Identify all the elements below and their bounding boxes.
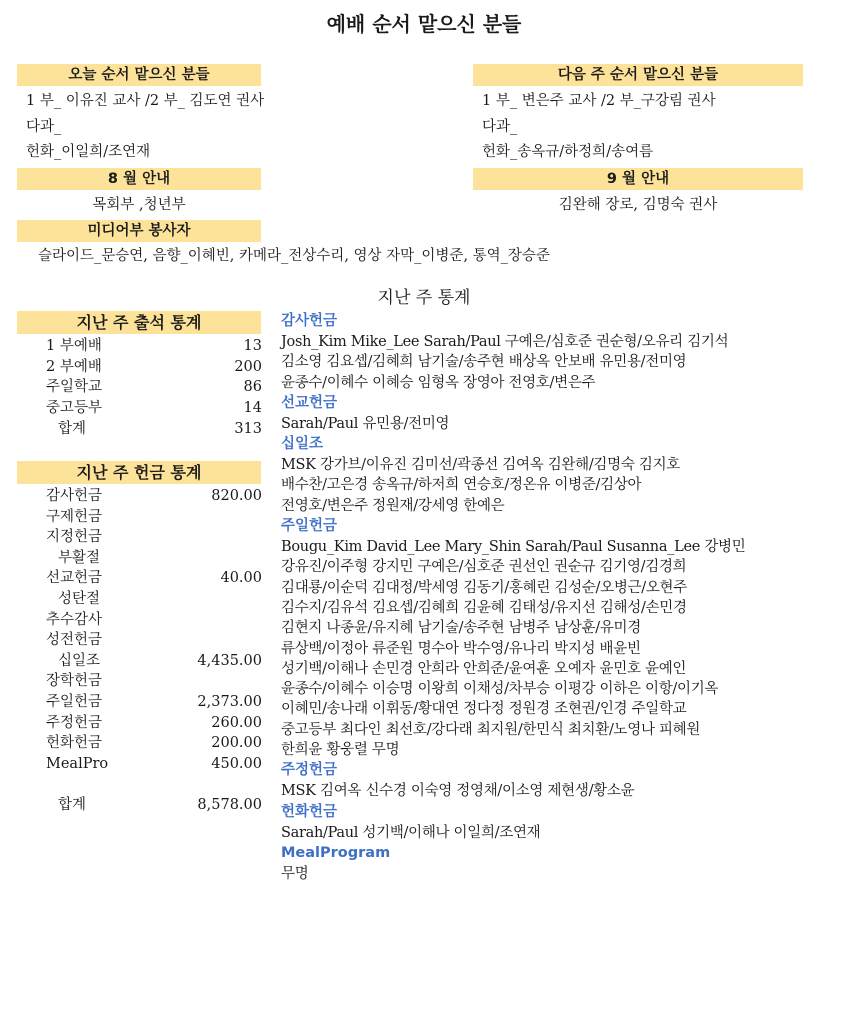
attendance-table [46, 336, 262, 439]
stat-label: 2 부예배 [46, 358, 102, 375]
donor-names-line: 배수찬/고은경 송옥규/하저희 연승호/정온유 이병준/김상아 [281, 477, 642, 494]
stat-label: 지정헌금 [46, 529, 103, 546]
next-week-line-1: 1 부_ 변은주 교사 /2 부_구강림 권사 [482, 93, 716, 109]
stat-row [46, 733, 262, 754]
stat-value: 2,373.00 [197, 693, 262, 710]
stat-row [46, 419, 262, 440]
stat-row [46, 651, 262, 672]
stat-label: MealPro [46, 755, 109, 772]
attendance-header: 지난 주 출석 통계 [17, 311, 261, 334]
stat-label: 부활절 [58, 549, 101, 566]
donor-names-line: 김소영 김요셉/김혜희 남기술/송주현 배상옥 안보배 유민용/전미영 [281, 354, 687, 371]
donor-lists [281, 311, 841, 884]
stat-label: 합계 [58, 796, 87, 813]
media-header: 미디어부 봉사자 [17, 220, 261, 242]
donor-names-line: 전영호/변은주 정원재/강세영 한예은 [281, 497, 505, 514]
donor-names-line: Bougu_Kim David_Lee Mary_Shin Sarah/Paul Susanna_Lee 강병민 [281, 539, 746, 556]
stat-label: 장학헌금 [46, 673, 103, 690]
today-line-3: 헌화_이일희/조연재 [26, 144, 151, 160]
donor-names-line: 강유진/이주형 강지민 구예은/심호준 권선인 권순규 김기영/김경희 [281, 559, 687, 576]
september-text: 김완해 장로, 김명숙 권사 [558, 197, 718, 213]
stat-row [46, 568, 262, 589]
donor-names-line: 윤종수/이혜수 이승명 이왕희 이채성/차부승 이평강 이하은 이항/이기옥 [281, 681, 719, 698]
stat-row [46, 795, 262, 816]
next-week-line-2: 다과_ [482, 119, 518, 135]
stat-row [46, 336, 262, 357]
today-header: 오늘 순서 맡으신 분들 [17, 64, 261, 86]
today-line-1: 1 부_ 이유진 교사 /2 부_ 김도연 권사 [26, 93, 265, 109]
stat-row [46, 774, 262, 795]
stat-value: 820.00 [211, 488, 262, 504]
stat-row [46, 527, 262, 548]
donor-category: 주일헌금 [281, 518, 338, 535]
stat-label: 성탄절 [58, 590, 101, 607]
donor-names-line: 김현지 나종윤/유지혜 남기술/송주현 남병주 남상훈/유미경 [281, 620, 641, 637]
donor-category: 주정헌금 [281, 762, 338, 779]
stat-value: 8,578.00 [197, 796, 262, 813]
donor-category: 선교헌금 [281, 394, 338, 411]
stat-label: 주정헌금 [46, 714, 103, 731]
stat-label: 성전헌금 [46, 632, 103, 649]
stat-row [46, 713, 262, 734]
stat-value: 40.00 [220, 570, 262, 587]
stat-value: 13 [243, 338, 262, 354]
last-week-title: 지난 주 통계 [377, 288, 471, 308]
stat-label: 주일학교 [46, 379, 103, 396]
donor-names-line: 윤종수/이혜수 이혜승 임형옥 장영아 전영호/변은주 [281, 374, 596, 391]
stat-label: 감사헌금 [46, 488, 103, 504]
donor-names-line: 성기백/이해나 손민경 안희라 안희준/윤여훈 오예자 윤민호 윤예인 [281, 660, 687, 677]
today-line-2: 다과_ [26, 119, 62, 135]
donor-names-line: Sarah/Paul 유민용/전미영 [281, 415, 450, 432]
stat-row [46, 398, 262, 419]
stat-row [46, 692, 262, 713]
august-text: 목회부 ,청년부 [92, 197, 186, 213]
stat-row [46, 610, 262, 631]
stat-row [46, 589, 262, 610]
stat-row [46, 507, 262, 528]
stat-label: 구제헌금 [46, 508, 103, 525]
stat-label: 합계 [58, 420, 87, 437]
offering-header: 지난 주 헌금 통계 [17, 461, 261, 484]
donor-names-line: MSK 강가브/이유진 김미선/곽종선 김여옥 김완해/김명숙 김지호 [281, 457, 680, 474]
stat-row [46, 671, 262, 692]
stat-value: 200 [234, 358, 262, 375]
next-week-header: 다음 주 순서 맡으신 분들 [473, 64, 803, 86]
stat-value: 14 [243, 400, 262, 417]
august-header: 8 월 안내 [17, 168, 261, 190]
donor-category: 감사헌금 [281, 313, 338, 329]
donor-names-line: 김수지/김유석 김요셉/김혜희 김윤혜 김태성/유지선 김해성/손민경 [281, 599, 687, 616]
stat-value: 86 [243, 379, 262, 396]
stat-value: 4,435.00 [197, 652, 262, 669]
donor-category: 헌화헌금 [281, 803, 338, 820]
stat-label: 1 부예배 [46, 338, 102, 354]
stat-label: 주일헌금 [46, 693, 103, 710]
donor-category: MealProgram [281, 844, 391, 861]
stat-value: 260.00 [211, 714, 262, 731]
stat-label: 헌화헌금 [46, 735, 103, 752]
stat-label: 선교헌금 [46, 570, 103, 587]
donor-names-line: 류상백/이정아 류준원 명수아 박수영/유나리 박지성 배윤빈 [281, 640, 641, 657]
stat-label: 추수감사 [46, 611, 103, 628]
stat-row [46, 754, 262, 775]
donor-names-line: 중고등부 최다인 최선호/강다래 최지원/한민식 최치환/노영나 피혜원 [281, 721, 701, 738]
stat-row [46, 630, 262, 651]
donor-names-line: 김대룡/이순덕 김대정/박세영 김동기/홍혜린 김성순/오병근/오현주 [281, 579, 687, 596]
donor-names-line: 한희윤 황웅렬 무명 [281, 742, 400, 759]
offering-table [46, 486, 262, 816]
donor-category: 십일조 [281, 436, 324, 453]
stat-value: 450.00 [211, 755, 262, 772]
stat-label: 중고등부 [46, 400, 103, 417]
stat-row [46, 377, 262, 398]
september-header: 9 월 안내 [473, 168, 803, 190]
stat-row [46, 486, 262, 507]
next-week-line-3: 헌화_송옥규/하정희/송여름 [482, 144, 654, 160]
stat-value: 313 [234, 420, 262, 437]
stat-row [46, 357, 262, 378]
page-title: 예배 순서 맡으신 분들 [326, 12, 522, 36]
donor-names-line: 이혜민/송나래 이휘동/황대연 정다정 정원경 조현권/인경 주일학교 [281, 701, 687, 718]
donor-names-line: MSK 김여옥 신수경 이숙영 정영채/이소영 제현생/황소윤 [281, 783, 635, 800]
stat-row [46, 548, 262, 569]
donor-names-line: Josh_Kim Mike_Lee Sarah/Paul 구예은/심호준 권순형/오유리 김기석 [281, 334, 729, 350]
donor-names-line: 무명 [281, 865, 309, 882]
stat-label: 십일조 [58, 652, 101, 669]
stat-value: 200.00 [211, 735, 262, 752]
media-text: 슬라이드_문승연, 음향_이혜빈, 카메라_전상수리, 영상 자막_이병준, 통역_장승준 [38, 248, 550, 264]
donor-names-line: Sarah/Paul 성기백/이해나 이일희/조연재 [281, 824, 541, 841]
